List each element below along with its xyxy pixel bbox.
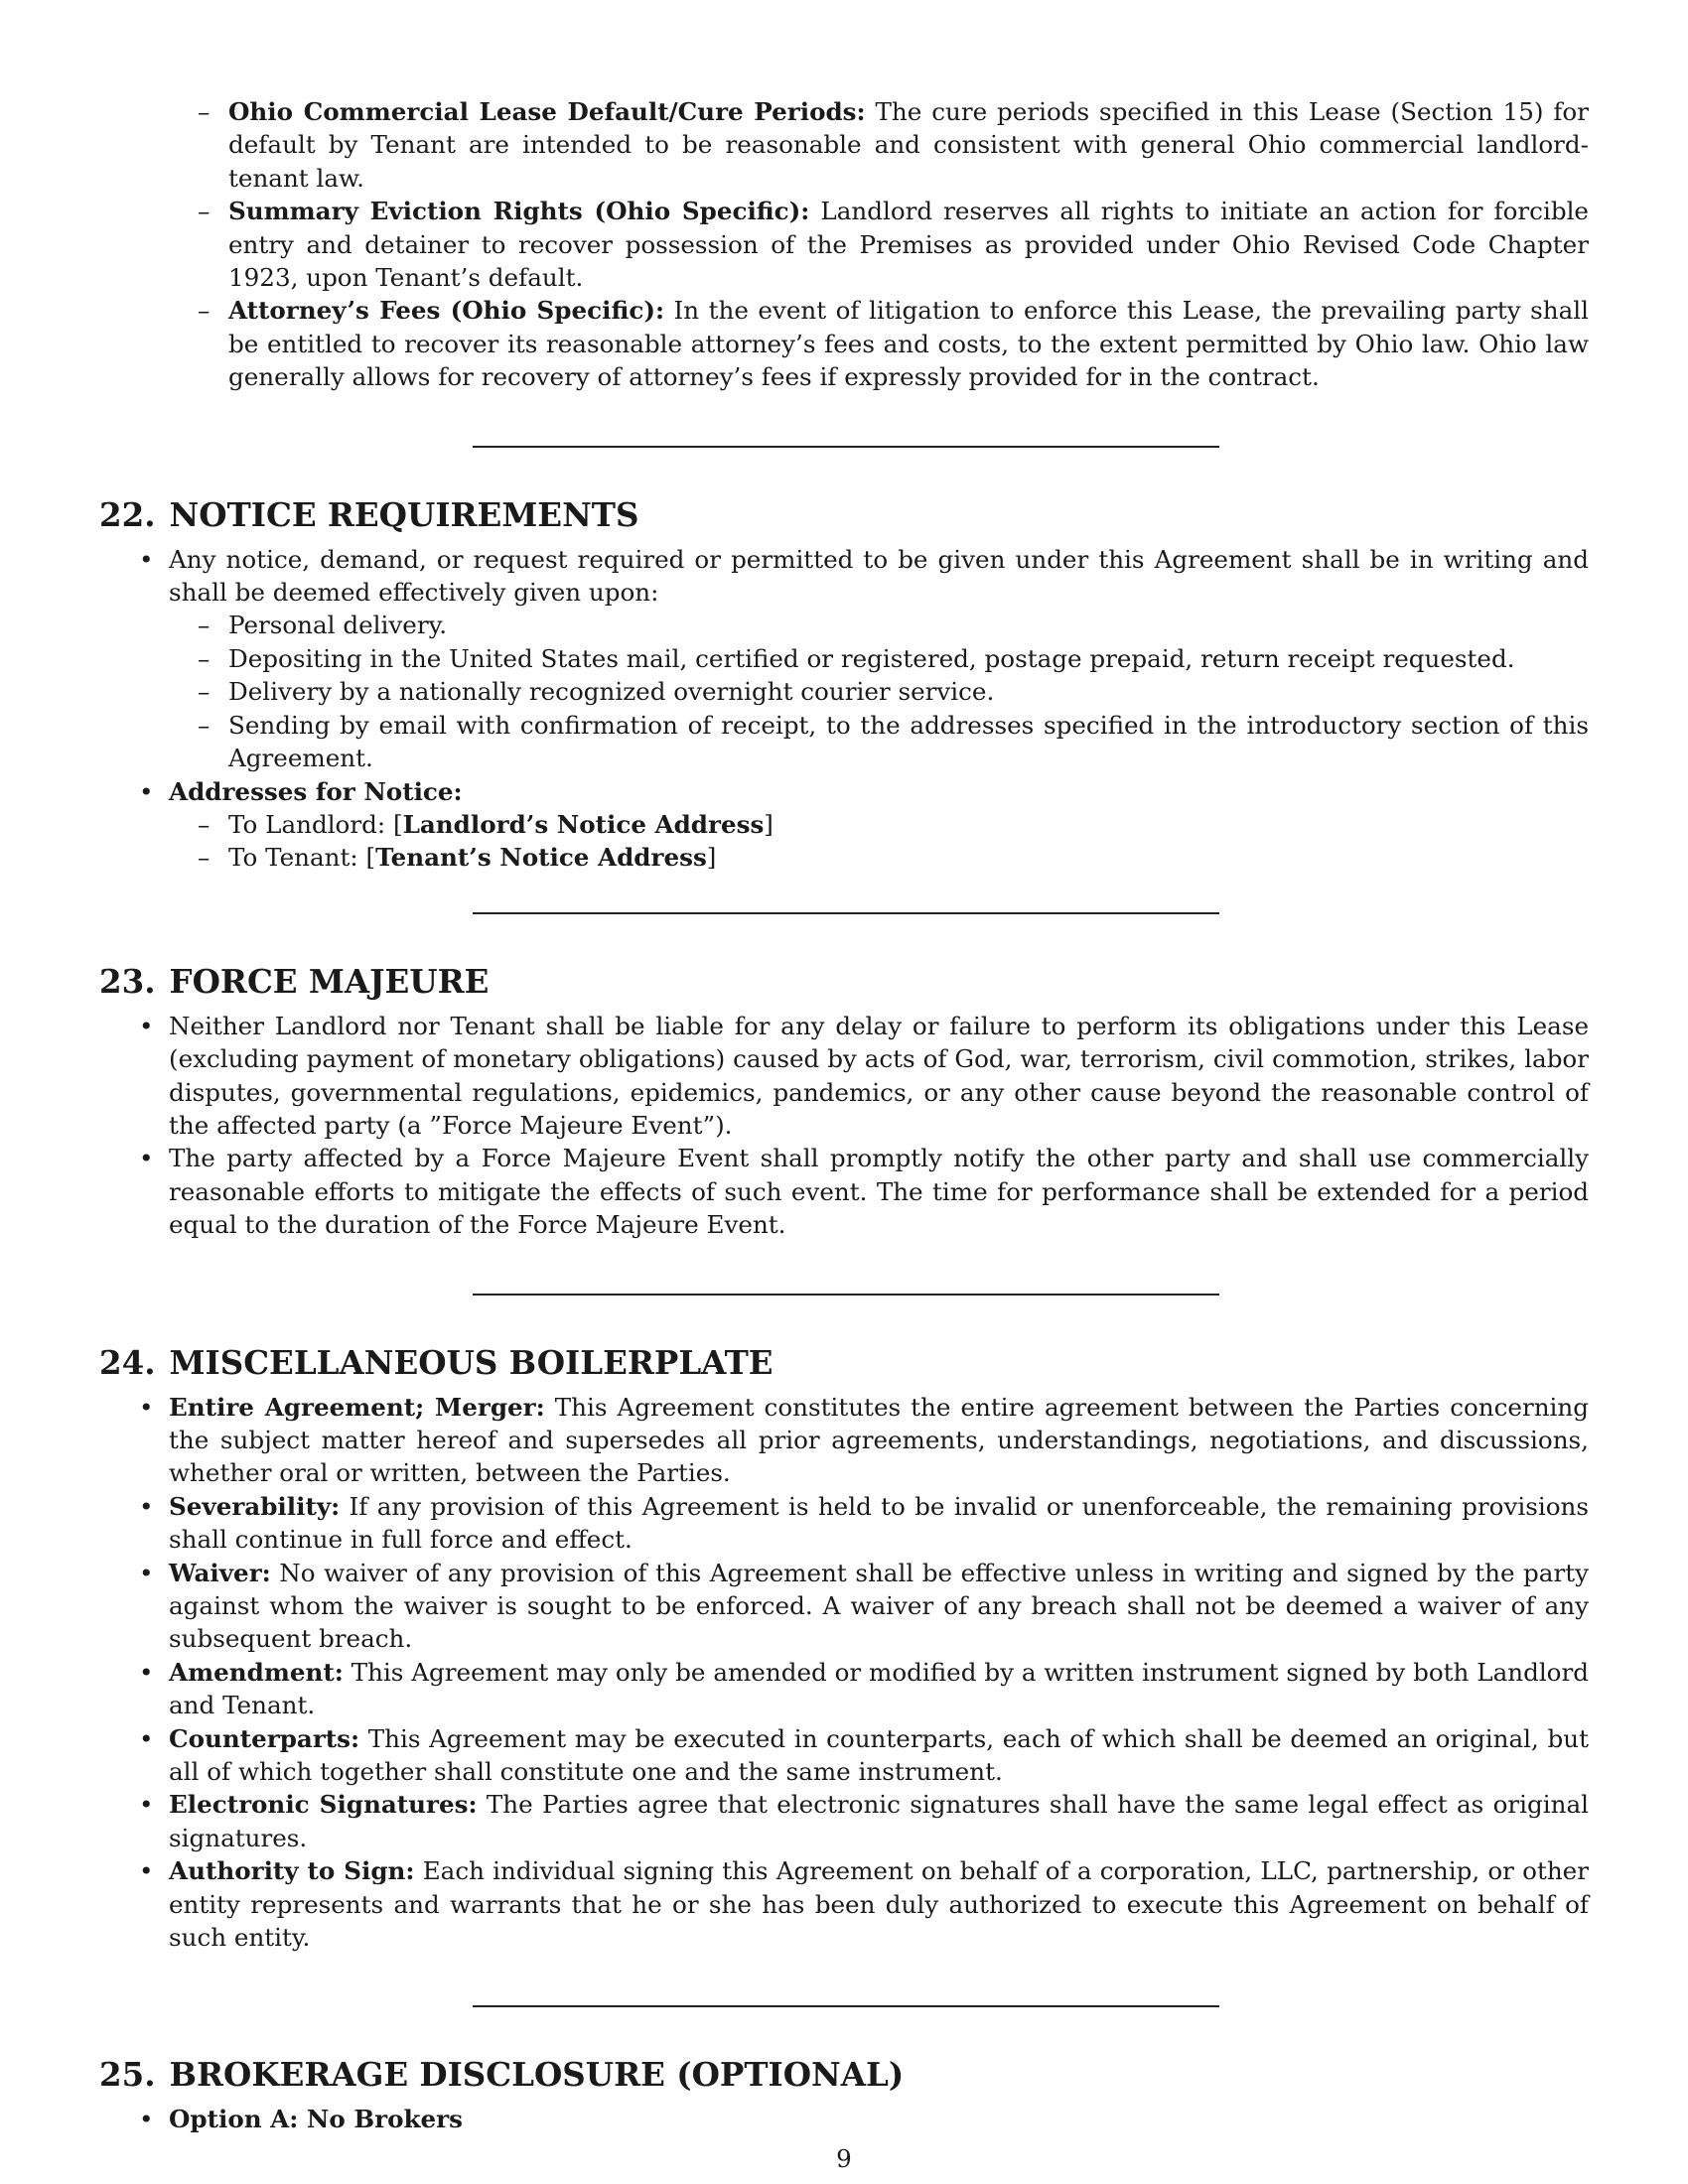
item-title: Option A: No Brokers	[169, 2105, 463, 2134]
section-number: 23.	[99, 961, 156, 1001]
item-title: Entire Agreement; Merger:	[169, 1392, 545, 1422]
list-item	[99, 775, 1589, 875]
item-text: Each individual signing this Agreement on behalf of a corporation, LLC, partnership, or other entity represents and warrants that he or she has been duly authorized to execute this Agreement on behalf of such entity.	[169, 1856, 1589, 1953]
list-item: • Neither Landlord nor Tenant shall be liable for any delay or failure to perform its obligations under this Lease (excluding payment of monetary obligations) caused by acts of God, war, terrorism, civil commotion, strikes, labor disputes, governmental regulations, epidemics, pandemics, or any other cause beyond the reasonable control of the affected party (a ”Force Majeure Event”).	[99, 1010, 1589, 1143]
notice-methods-list	[169, 609, 1589, 774]
section-number: 25.	[99, 2055, 156, 2095]
item-text: Landlord reserves all rights to initiate an action for forcible entry and detainer to recover possession of the Premises as provided under Ohio Revised Code Chapter 1923, upon Tenant’s default.	[228, 197, 1589, 293]
item-text: If any provision of this Agreement is held to be invalid or unenforceable, the remaining provisions shall continue in full force and effect.	[169, 1491, 1590, 1555]
boilerplate-list	[99, 1391, 1589, 1955]
item-title: Severability:	[169, 1491, 341, 1521]
list-item	[99, 1788, 1589, 1854]
item-text: In the event of litigation to enforce this Lease, the prevailing party shall be entitled to recover its reasonable attorney’s fees and costs, to the extent permitted by Ohio law. Ohio law generally allows for recovery of attorney’s fees if expressly provided for in the contract.	[228, 296, 1589, 392]
item-title: Waiver:	[169, 1558, 271, 1587]
brokerage-list	[99, 2103, 1589, 2135]
section-title: MISCELLANEOUS BOILERPLATE	[169, 1342, 774, 1382]
section-divider	[473, 446, 1219, 448]
list-item	[99, 1656, 1589, 1722]
section-heading-25	[99, 2055, 1589, 2095]
section-heading-23	[99, 962, 1589, 1002]
list-item: – Depositing in the United States mail, certified or registered, postage prepaid, return receipt requested.	[169, 642, 1589, 675]
list-item: – Sending by email with confirmation of receipt, to the addresses specified in the introductory section of this Agreement.	[169, 709, 1589, 775]
section-title: NOTICE REQUIREMENTS	[169, 494, 639, 534]
list-item	[99, 1722, 1589, 1789]
item-text: Any notice, demand, or request required or permitted to be given under this Agreement shall be in writing and shall be deemed effectively given upon:	[169, 544, 1589, 608]
section-divider	[473, 1294, 1219, 1296]
list-item	[169, 808, 1589, 841]
list-item	[99, 195, 1589, 294]
ohio-provisions-list	[99, 95, 1589, 394]
bracket: ]	[764, 809, 774, 839]
tenant-address-placeholder: Tenant’s Notice Address	[375, 843, 707, 873]
tenant-label: To Tenant: [	[228, 843, 376, 873]
item-text: No waiver of any provision of this Agreement shall be effective unless in writing and signed by the party against whom the waiver is sought to be enforced. A waiver of any breach shall not be deemed a waiver of any subsequent breach.	[169, 1558, 1589, 1654]
item-text: This Agreement constitutes the entire agreement between the Parties concerning the subject matter hereof and supersedes all prior agreements, understandings, negotiations, and discussions, whether oral or written, between the Parties.	[169, 1392, 1590, 1488]
item-title: Summary Eviction Rights (Ohio Specific):	[228, 197, 810, 226]
item-title: Addresses for Notice:	[169, 776, 463, 806]
section-number: 24.	[99, 1342, 156, 1382]
list-item	[99, 294, 1589, 393]
section-number: 22.	[99, 494, 156, 534]
landlord-address-placeholder: Landlord’s Notice Address	[402, 809, 765, 839]
list-item: – Delivery by a nationally recognized overnight courier service.	[169, 675, 1589, 708]
notice-list	[99, 543, 1589, 875]
item-text: The cure periods specified in this Lease (Section 15) for default by Tenant are intended to be reasonable and consistent with general Ohio commercial landlord-tenant law.	[228, 97, 1589, 193]
item-title: Ohio Commercial Lease Default/Cure Periods:	[228, 97, 866, 126]
section-title: FORCE MAJEURE	[169, 961, 490, 1001]
document-page	[99, 95, 1589, 2136]
list-item	[99, 1557, 1589, 1656]
notice-addresses-list	[169, 808, 1589, 875]
item-title: Amendment:	[169, 1657, 344, 1687]
force-majeure-list	[99, 1010, 1589, 1242]
section-heading-22	[99, 495, 1589, 535]
list-item: – Personal delivery.	[169, 609, 1589, 641]
list-item	[99, 95, 1589, 195]
section-divider	[473, 2005, 1219, 2007]
list-item	[99, 1854, 1589, 1954]
item-text: The Parties agree that electronic signatures shall have the same legal effect as original signatures.	[169, 1790, 1589, 1852]
section-divider	[473, 912, 1219, 914]
item-text: This Agreement may only be amended or modified by a written instrument signed by both Landlord and Tenant.	[169, 1657, 1589, 1720]
item-title: Counterparts:	[169, 1723, 360, 1753]
section-title: BROKERAGE DISCLOSURE (OPTIONAL)	[169, 2055, 905, 2095]
item-title: Electronic Signatures:	[169, 1790, 478, 1820]
list-item	[99, 1391, 1589, 1490]
list-item: • The party affected by a Force Majeure Event shall promptly notify the other party and shall use commercially reasonable efforts to mitigate the effects of such event. The time for performance shall be extended for a period equal to the duration of the Force Majeure Event.	[99, 1142, 1589, 1241]
list-item	[99, 2103, 1589, 2135]
list-item	[99, 543, 1589, 775]
bracket: ]	[706, 843, 717, 873]
item-text: This Agreement may be executed in counterparts, each of which shall be deemed an original, but all of which together shall constitute one and the same instrument.	[169, 1723, 1589, 1787]
list-item	[99, 1490, 1589, 1557]
item-title: Authority to Sign:	[169, 1856, 415, 1886]
landlord-label: To Landlord: [	[228, 809, 403, 839]
list-item	[169, 841, 1589, 874]
page-number: 9	[836, 2144, 852, 2173]
item-title: Attorney’s Fees (Ohio Specific):	[228, 296, 665, 326]
section-heading-24	[99, 1343, 1589, 1383]
